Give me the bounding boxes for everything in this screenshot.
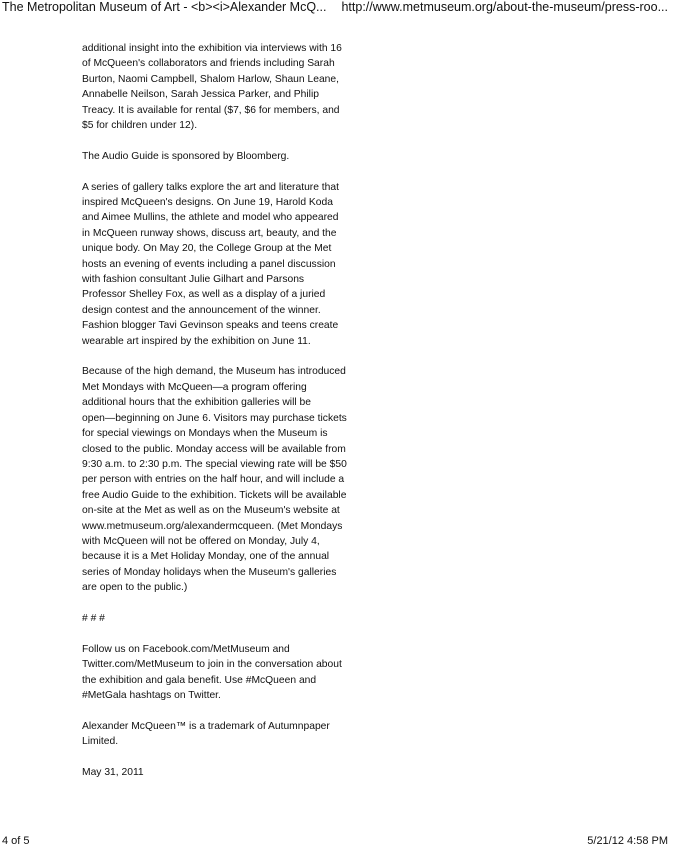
paragraph-audio-guide-interviews: additional insight into the exhibition via interviews with 16 of McQueen's collaborators and friends including Sarah Burton, Naomi Campbell, Shalom Harlow, Shaun Leane, Annabelle Neilson, Sarah Jessica Parker, and Philip Treacy. It is available for rental ($7, $6 for members, and $5 for children under 12).	[82, 43, 342, 132]
print-footer	[0, 835, 675, 850]
print-header	[0, 0, 675, 16]
page-url: http://www.metmuseum.org/about-the-museum/press-roo...	[341, 0, 668, 14]
page-count: 4 of 5	[2, 835, 30, 847]
paragraph-social-media: Follow us on Facebook.com/MetMuseum and Twitter.com/MetMuseum to join in the conversation about the exhibition and gala benefit. Use #McQueen and #MetGala hashtags on Twitter.	[82, 643, 342, 701]
paragraph-met-mondays: Because of the high demand, the Museum has introduced Met Mondays with McQueen—a program offering additional hours that the exhibition galleries will be open—beginning on June 6. Visitors may purchase tickets for special viewings on Mondays when the Museum is closed to the public. Monday access will be available from 9:30 a.m. to 2:30 p.m. The special viewing rate will be $50 per person with entries on the half hour, and will include a free Audio Guide to the exhibition. Tickets will be available on-site at the Met as well as on the Museum's website at www.metmuseum.org/alexandermcqueen. (Met Mondays with McQueen will not be offered on Monday, July 4, because it is a Met Holiday Monday, one of the annual series of Monday holidays when the Museum's galleries are open to the public.)	[82, 366, 347, 594]
print-timestamp: 5/21/12 4:58 PM	[587, 835, 668, 847]
article-body	[82, 41, 382, 796]
publication-date: May 31, 2011	[82, 766, 144, 778]
page-title: The Metropolitan Museum of Art - <b><i>Alexander McQ...	[2, 0, 327, 14]
paragraph-audio-guide-sponsor: The Audio Guide is sponsored by Bloomberg.	[82, 150, 290, 162]
paragraph-gallery-talks: A series of gallery talks explore the art and literature that inspired McQueen's designs. On June 19, Harold Koda and Aimee Mullins, the athlete and model who appeared in McQueen runway shows, discuss art, beauty, and the unique body. On May 20, the College Group at the Met hosts an evening of events including a panel discussion with fashion consultant Julie Gilhart and Parsons Professor Shelley Fox, as well as a display of a juried design contest and the announcement of the winner. Fashion blogger Tavi Gevinson speaks and teens create wearable art inspired by the exhibition on June 11.	[82, 181, 339, 347]
section-separator: # # #	[82, 612, 105, 624]
paragraph-trademark: Alexander McQueen™ is a trademark of Autumnpaper Limited.	[82, 720, 330, 748]
